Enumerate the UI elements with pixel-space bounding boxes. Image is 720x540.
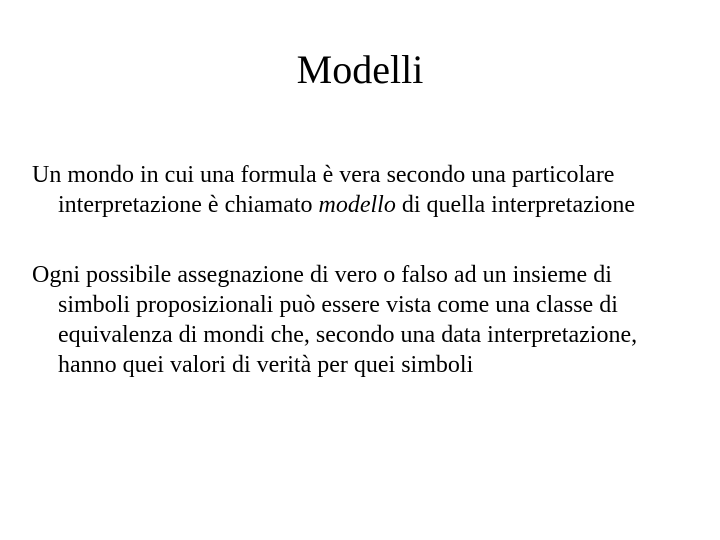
paragraph-text: Un mondo in cui una formula è vera secondo una particolare interpretazione è chiamato xyxy=(32,162,615,218)
emphasized-term: modello xyxy=(318,192,396,218)
paragraph-text: di quella interpretazione xyxy=(395,192,636,218)
paragraph-assignment: Ogni possibile assegnazione di vero o falso ad un insieme di simboli proposizionali può essere vista come una classe di equivalenza di mondi che, secondo una data interpretazione, hanno quei valori di verità per quei simboli xyxy=(32,262,638,378)
paragraph-model-definition xyxy=(32,160,682,220)
slide-body xyxy=(32,160,682,420)
slide-title: Modelli xyxy=(296,47,424,92)
